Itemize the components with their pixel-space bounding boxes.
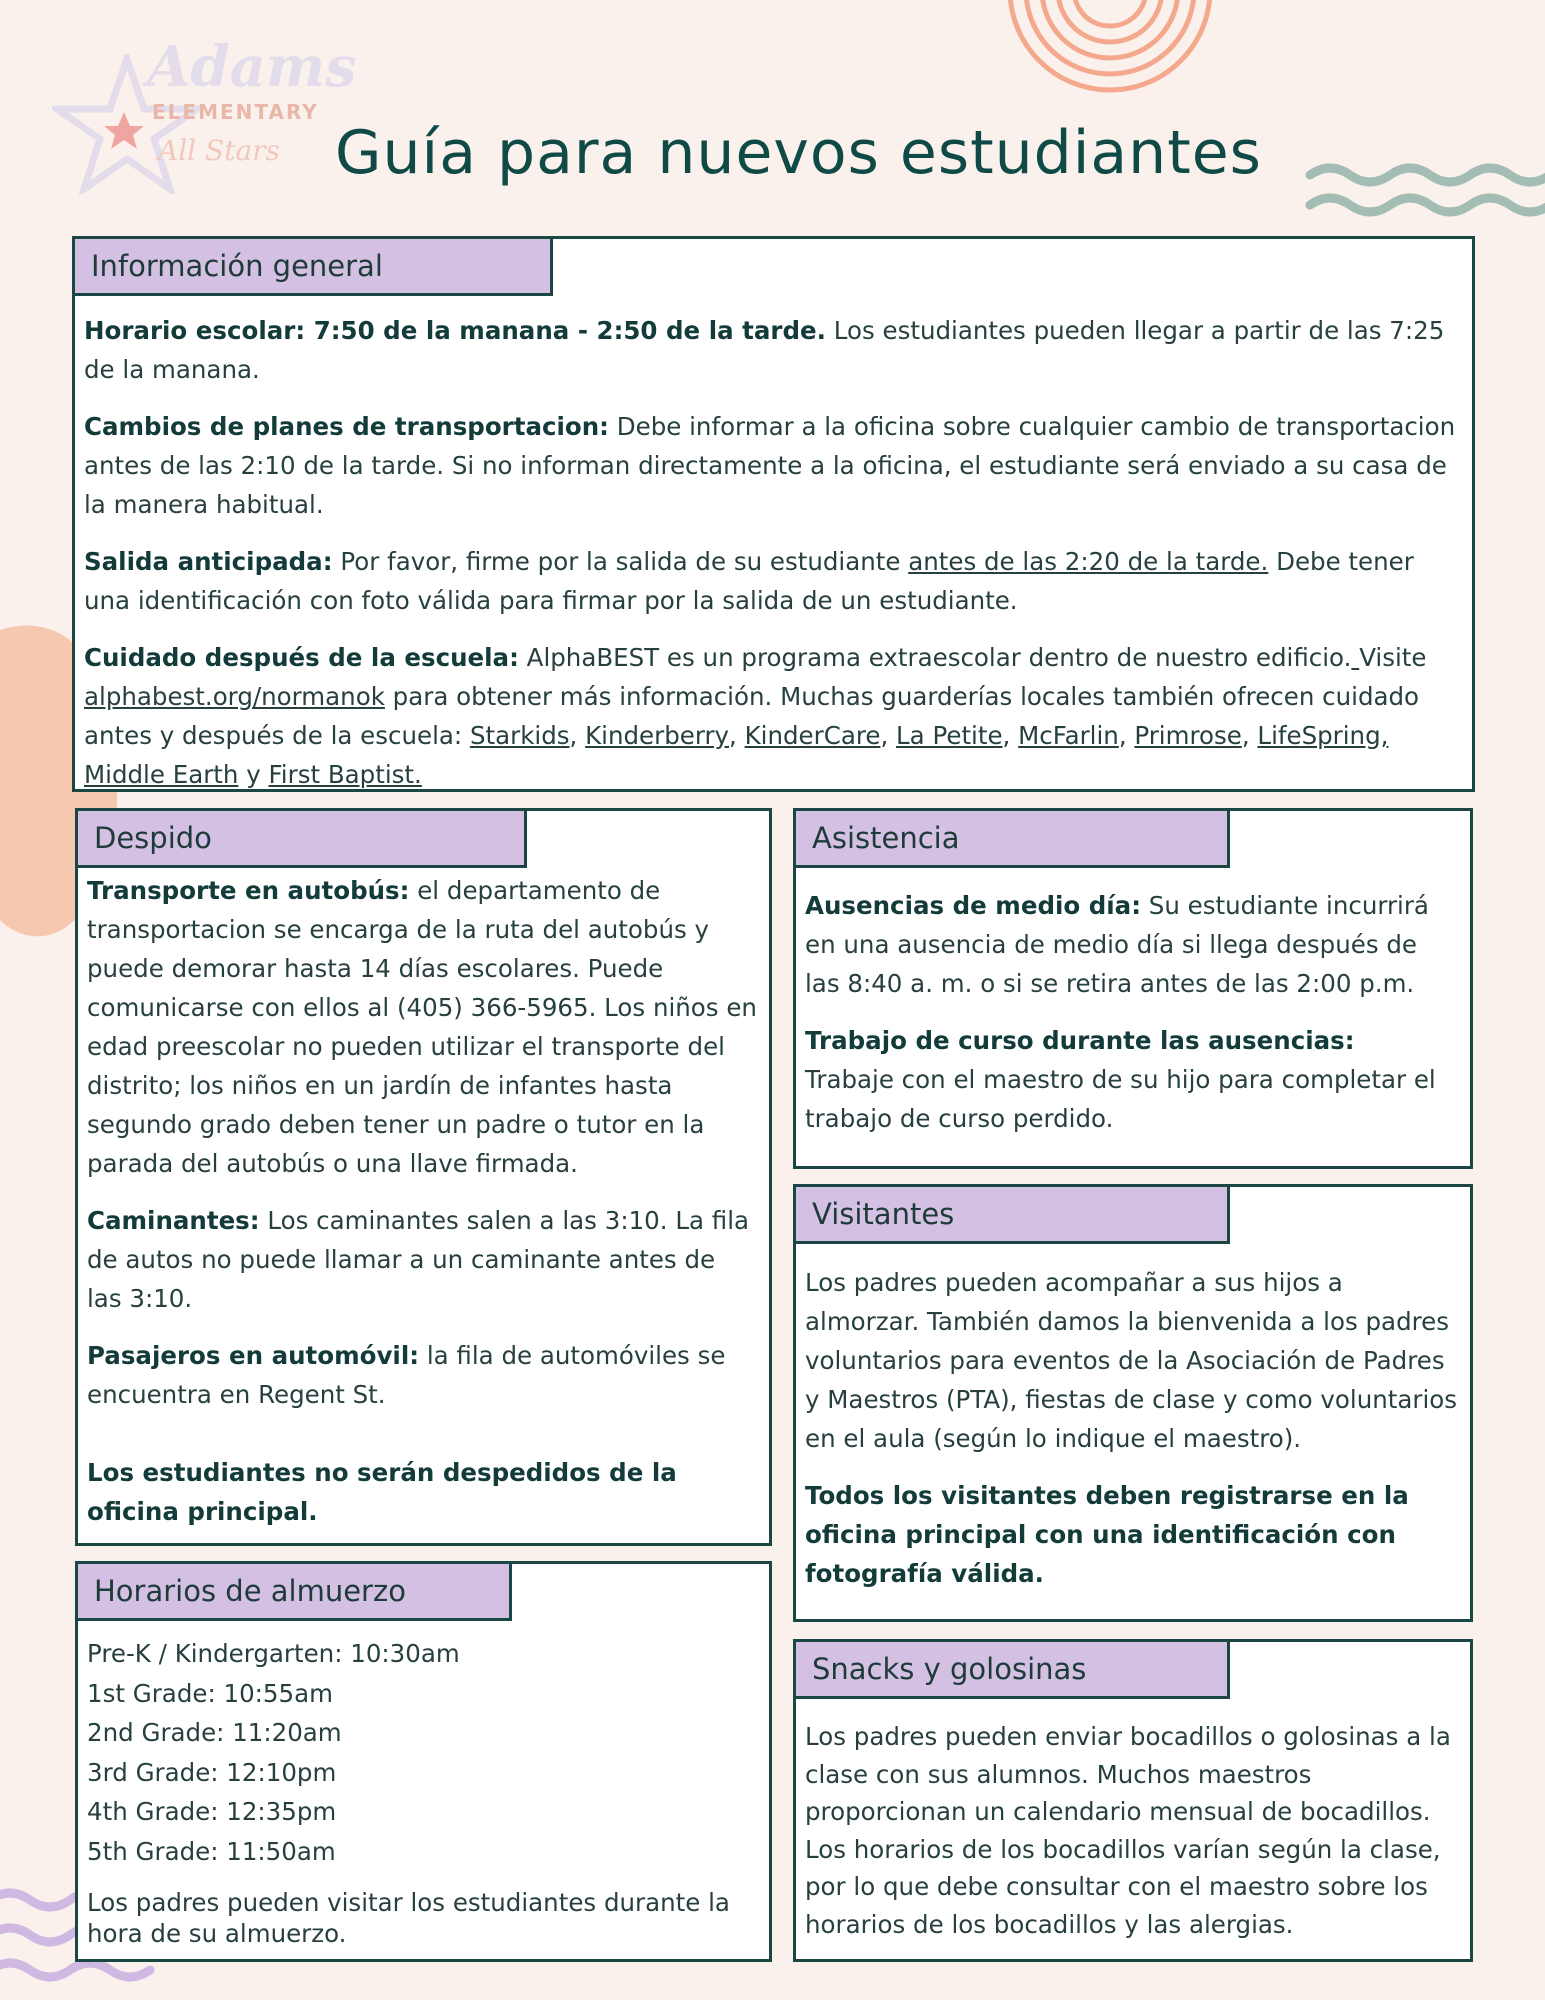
provider-separator: , (880, 721, 897, 750)
visitors-tab: Visitantes (793, 1184, 1230, 1244)
after-school-paragraph (84, 638, 1460, 794)
provider-link-lifespring[interactable]: LifeSpring, (1257, 721, 1389, 750)
transport-changes-label: Cambios de planes de transportacion: (84, 412, 609, 441)
logo-all-stars: All Stars (158, 134, 280, 167)
provider-link-mcfarlin[interactable]: McFarlin (1018, 721, 1119, 750)
visitors-register-paragraph (805, 1476, 1458, 1593)
general-info-tab: Información general (72, 236, 553, 296)
dismissal-content (87, 871, 757, 1549)
visitors-paragraph: Los padres pueden acompañar a sus hijos a almorzar. También damos la bienvenida a los padres voluntarios para eventos de la Asociación de Padres y Maestros (PTA), fiestas de clase y como voluntarios en el aula (según lo indique el maestro). (805, 1268, 1458, 1453)
provider-separator: , (569, 721, 586, 750)
early-dismissal-deadline: antes de las 2:20 de la tarde. (908, 547, 1269, 576)
lunch-section (75, 1561, 772, 1962)
coursework-paragraph (805, 1021, 1458, 1138)
provider-link-kinderberry[interactable]: Kinderberry (585, 721, 730, 750)
lunch-tab: Horarios de almuerzo (75, 1561, 512, 1621)
half-day-text: Su estudiante incurrirá en una ausencia de medio día si llega después de las 8:40 a. m. o si se retira antes de las 2:00 p.m. (805, 891, 1429, 998)
office-dismissal-paragraph (87, 1453, 757, 1531)
provider-link-primrose[interactable]: Primrose (1134, 721, 1242, 750)
provider-link-middle-earth[interactable]: Middle Earth (84, 760, 239, 789)
general-info-content (84, 311, 1460, 812)
car-riders-paragraph (87, 1336, 757, 1414)
bus-label: Transporte en autobús: (87, 876, 410, 905)
provider-link-la-petite[interactable]: La Petite (896, 721, 1003, 750)
walkers-text: Los caminantes salen a las 3:10. La fila de autos no puede llamar a un caminante antes de las 3:10. (87, 1206, 750, 1313)
dismissal-tab: Despido (75, 808, 527, 868)
snacks-section (793, 1639, 1473, 1962)
car-riders-text: la fila de automóviles se encuentra en Regent St. (87, 1341, 726, 1409)
coursework-text: Trabaje con el maestro de su hijo para completar el trabajo de curso perdido. (805, 1065, 1436, 1133)
lunch-time-row: Pre-K / Kindergarten: 10:30am (87, 1639, 460, 1668)
attendance-section (793, 808, 1473, 1169)
bus-text: el departamento de transportacion se encarga de la ruta del autobús y puede demorar hasta 14 días escolares. Puede comunicarse con ellos al (405) 366-5965. Los niños en edad preescolar no pueden utilizar el transporte del distrito; los niños en un jardín de infantes hasta segundo grado deben tener un padre o tutor en la parada del autobús o una llave firmada. (87, 876, 757, 1178)
walkers-paragraph (87, 1201, 757, 1318)
visitors-register-note: Todos los visitantes deben registrarse en la oficina principal con una identificación con fotografía válida. (805, 1481, 1409, 1588)
transport-changes-paragraph (84, 407, 1460, 524)
visitors-content (805, 1263, 1458, 1611)
concentric-circles-decoration (1000, 0, 1220, 95)
attendance-tab: Asistencia (793, 808, 1230, 868)
half-day-paragraph (805, 886, 1458, 1003)
bus-paragraph (87, 871, 757, 1183)
page-title: Guía para nuevos estudiantes (335, 118, 1262, 188)
school-logo (52, 34, 357, 184)
after-school-text: AlphaBEST es un programa extraescolar dentro de nuestro edificio. (518, 643, 1352, 672)
walkers-label: Caminantes: (87, 1206, 260, 1235)
lunch-time-row: 4th Grade: 12:35pm (87, 1797, 337, 1826)
provider-link-first-baptist[interactable]: First Baptist. (268, 760, 422, 789)
lunch-time-row: 5th Grade: 11:50am (87, 1836, 336, 1866)
early-dismissal-label: Salida anticipada: (84, 547, 333, 576)
snacks-content (805, 1718, 1458, 1961)
office-dismissal-note: Los estudiantes no serán despedidos de la oficina principal. (87, 1458, 677, 1526)
logo-elementary: ELEMENTARY (152, 100, 319, 124)
visit-text: Visite (1359, 643, 1427, 672)
lunch-time-row: 3rd Grade: 12:10pm (87, 1757, 337, 1787)
school-hours-label: Horario escolar: 7:50 de la manana - 2:50 de la tarde. (84, 316, 826, 345)
school-hours-text: Los estudiantes pueden llegar a partir de las 7:25 de la manana. (84, 316, 1445, 384)
lunch-time-row: 1st Grade: 10:55am (87, 1678, 333, 1708)
alphabest-link[interactable]: alphabest.org/normanok (84, 682, 385, 711)
after-school-label: Cuidado después de la escuela: (84, 643, 519, 672)
visitors-section (793, 1184, 1473, 1622)
provider-and: y (238, 760, 269, 789)
snacks-tab: Snacks y golosinas (793, 1639, 1230, 1699)
logo-adams: Adams (147, 34, 357, 100)
transport-changes-text: Debe informar a la oficina sobre cualquier cambio de transportacion antes de las 2:10 de la tarde. Si no informan directamente a la oficina, el estudiante será enviado a su casa de la manera habitual. (84, 412, 1456, 519)
provider-separator: , (1241, 721, 1258, 750)
dismissal-section (75, 808, 772, 1546)
school-hours-paragraph (84, 311, 1460, 389)
car-riders-label: Pasajeros en automóvil: (87, 1341, 420, 1370)
general-info-section (72, 236, 1475, 792)
after-school-more-text: para obtener más información. Muchas guarderías locales también ofrecen cuidado antes y después de la escuela: (84, 682, 1420, 750)
coursework-label: Trabajo de curso durante las ausencias: (805, 1026, 1355, 1055)
provider-link-starkids[interactable]: Starkids (469, 721, 570, 750)
early-dismissal-id-text: Debe tener una identificación con foto válida para firmar por la salida de un estudiante. (84, 547, 1414, 615)
provider-separator: , (1002, 721, 1019, 750)
half-day-label: Ausencias de medio día: (805, 891, 1142, 920)
green-waves-decoration (1305, 155, 1545, 225)
attendance-content (805, 886, 1458, 1156)
lunch-content (87, 1634, 757, 1949)
lunch-visit-note: Los padres pueden visitar los estudiantes durante la hora de su almuerzo. (87, 1888, 730, 1948)
provider-separator: , (1118, 721, 1135, 750)
early-dismissal-paragraph (84, 542, 1460, 620)
provider-link-kindercare[interactable]: KinderCare (744, 721, 881, 750)
early-dismissal-text: Por favor, firme por la salida de su estudiante (332, 547, 909, 576)
snacks-paragraph: Los padres pueden enviar bocadillos o golosinas a la clase con sus alumnos. Muchos maestros proporcionan un calendario mensual de bocadillos. Los horarios de los bocadillos varían según la clase, por lo que debe consultar con el maestro sobre los horarios de los bocadillos y las alergias. (805, 1722, 1451, 1939)
provider-separator: , (729, 721, 745, 750)
lunch-time-row: 2nd Grade: 11:20am (87, 1718, 342, 1747)
